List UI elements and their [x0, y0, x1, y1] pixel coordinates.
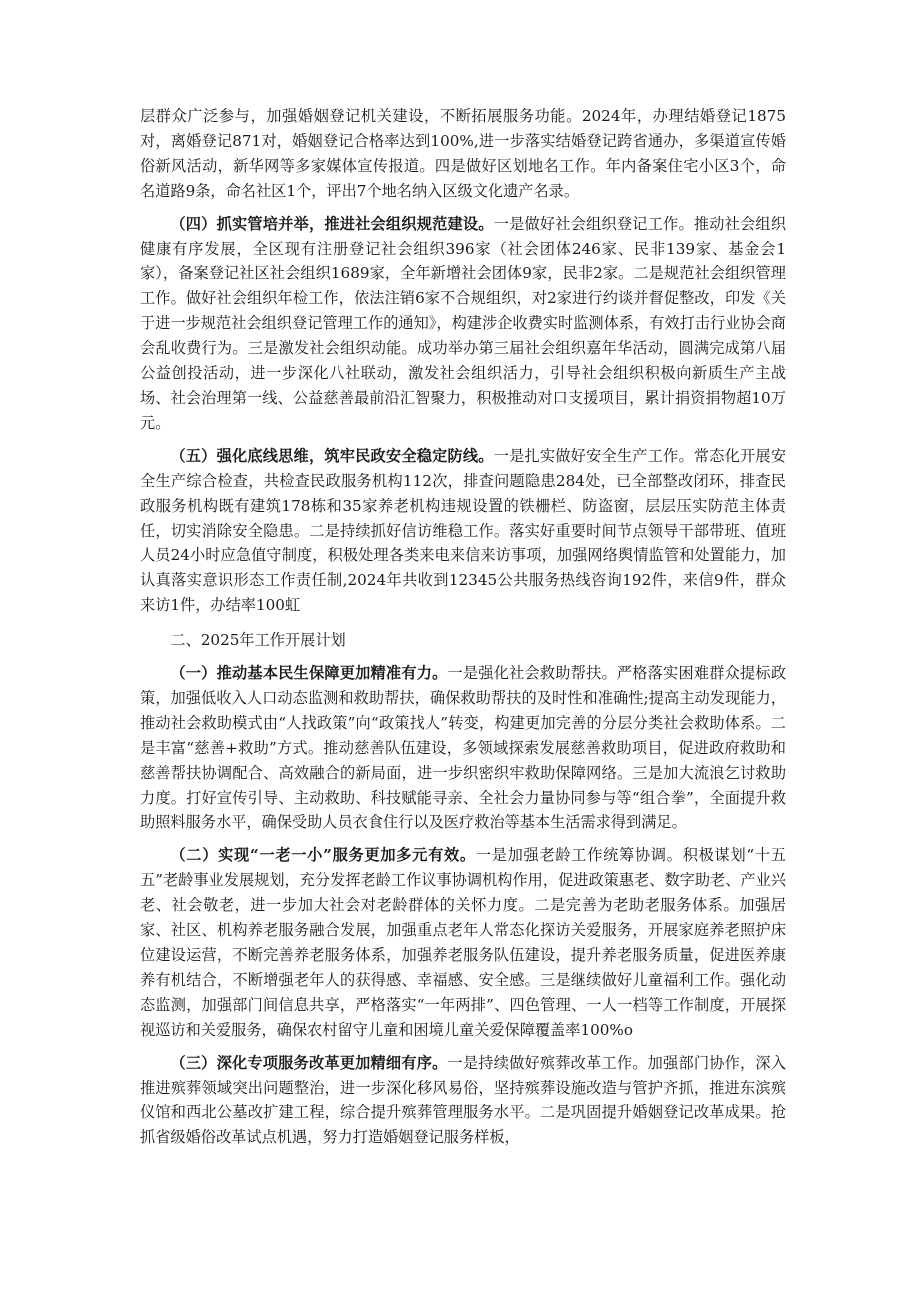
paragraph-body: 一是扎实做好安全生产工作。常态化开展安全生产综合检查，共检查民政服务机构112次，排查问题隐患284处，已全部整改闭环，排查民政服务机构既有建筑178栋和35家养老机构违规设置的铁栅栏、防盗窗，层层压实防范主体责任，切实消除安全隐患。二是持续抓好信访维稳工作。落实好重要时间节点领导干部带班、值班人员24小时应急值守制度，积极处理各类来电来信来访事项，加强网络舆情监管和处置能力，加认真落实意识形态工作责任制,2024年共收到12345公共服务热线咨询192件，来信9件，群众来访1件，办结率100虹 — [140, 446, 787, 615]
paragraph-heading: （一）推动基本民生保障更加精准有力。 — [170, 664, 448, 683]
paragraph-plan-2 — [140, 843, 786, 1042]
paragraph-plan-3 — [140, 1051, 786, 1151]
paragraph-body: 一是加强老龄工作统筹协调。积极谋划“十五五”老龄事业发展规划，充分发挥老龄工作议事协调机构作用，促进政策惠老、数字助老、产业兴老、社会敬老，进一步加大社会对老龄群体的关怀力度。二是完善为老助老服务体系。加强居家、社区、机构养老服务融合发展，加强重点老年人常态化探访关爱服务，开展家庭养老照护床位建设运营，不断完善养老服务体系，加强养老服务队伍建设，提升养老服务质量，促进医养康养有机结合，不断增强老年人的获得感、幸福感、安全感。三是继续做好儿童福利工作。强化动态监测，加强部门间信息共享，严格落实“一年两排”、四色管理、一人一档等工作制度，开展探视巡访和关爱服务，确保农村留守儿童和困境儿童关爱保障覆盖率100%o — [140, 846, 786, 1039]
document-page — [140, 104, 786, 1150]
continuation-paragraph: 层群众广泛参与，加强婚姻登记机关建设，不断拓展服务功能。2024年，办理结婚登记1875对，离婚登记871对，婚姻登记合格率达到100%,进一步落实结婚登记跨省通办，多渠道宣传婚俗新风活动，新华网等多家媒体宣传报道。四是做好区划地名工作。年内备案住宅小区3个，命名道路9条，命名社区1个，评出7个地名纳入区级文化遗产名录。 — [140, 107, 786, 200]
paragraph-plan-1 — [140, 661, 786, 835]
paragraph-item-5 — [140, 444, 786, 618]
paragraph-heading: （五）强化底线思维，筑牢民政安全稳定防线。 — [170, 446, 494, 465]
paragraph-item-4 — [140, 212, 786, 436]
paragraph-body: 一是强化社会救助帮扶。严格落实困难群众提标政策，加强低收入人口动态监测和救助帮扶，确保救助帮扶的及时性和准确性;提高主动发现能力，推动社会救助模式由“人找政策”向“政策找人”转变，构建更加完善的分层分类社会救助体系。二是丰富“慈善+救助”方式。推动慈善队伍建设，多领域探索发展慈善救助项目，促进政府救助和慈善帮扶协调配合、高效融合的新局面，进一步织密织牢救助保障网络。三是加大流浪乞讨救助力度。打好宣传引导、主动救助、科技赋能寻亲、全社会力量协同参与等“组合拳”，全面提升救助照料服务水平，确保受助人员衣食住行以及医疗救治等基本生活需求得到满足。 — [140, 664, 787, 832]
paragraph-body: 一是持续做好殡葬改革工作。加强部门协作，深入推进殡葬领域突出问题整治，进一步深化移风易俗，坚持殡葬设施改造与管护齐抓，推进东滨殡仪馆和西北公墓改扩建工程，综合提升殡葬管理服务水平。二是巩固提升婚姻登记改革成果。抢抓省级婚俗改革试点机遇，努力打造婚姻登记服务样板， — [140, 1053, 787, 1147]
paragraph-body: 一是做好社会组织登记工作。推动社会组织健康有序发展，全区现有注册登记社会组织396家（社会团体246家、民非139家、基金会1家），备案登记社区社会组织1689家，全年新增社会团体9家，民非2家。二是规范社会组织管理工作。做好社会组织年检工作，依法注销6家不合规组织，对2家进行约谈并督促整改，印发《关于进一步规范社会组织登记管理工作的通知》，构建涉企收费实时监测体系，有效打击行业协会商会乱收费行为。三是激发社会组织动能。成功举办第三届社会组织嘉年华活动，圆满完成第八届公益创投活动，进一步深化八社联动，激发社会组织活力，引导社会组织积极向新质生产主战场、社会治理第一线、公益慈善最前沿汇智聚力，积极推动对口支援项目，累计捐资捐物超10万元。 — [140, 214, 787, 432]
paragraph-heading: （三）深化专项服务改革更加精细有序。 — [170, 1053, 448, 1072]
section-heading: 二、2025年工作开展计划 — [170, 631, 346, 650]
paragraph-heading: （四）抓实管培并举，推进社会组织规范建设。 — [170, 214, 494, 233]
paragraph-heading: （二）实现“一老一小”服务更加多元有效。 — [170, 846, 476, 865]
